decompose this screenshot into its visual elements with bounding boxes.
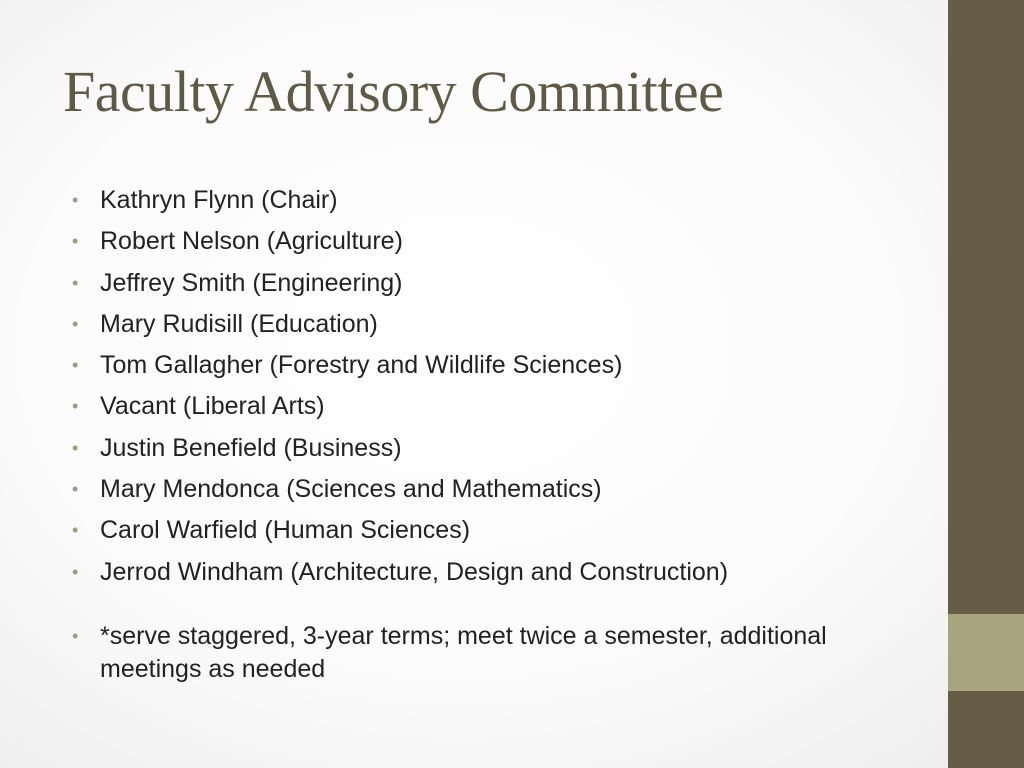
terms-note bbox=[72, 620, 840, 686]
member-text: Kathryn Flynn (Chair) bbox=[100, 186, 338, 214]
list-item bbox=[72, 304, 872, 345]
list-item bbox=[72, 263, 872, 304]
member-text: Mary Rudisill (Education) bbox=[100, 309, 378, 338]
bullet-icon: • bbox=[72, 479, 79, 500]
list-item bbox=[72, 428, 872, 469]
member-text: Justin Benefield (Business) bbox=[100, 433, 402, 462]
bullet-icon: • bbox=[72, 561, 79, 582]
slide-title: Faculty Advisory Committee bbox=[63, 59, 724, 124]
member-text: Jeffrey Smith (Engineering) bbox=[100, 268, 403, 297]
member-text: Robert Nelson (Agriculture) bbox=[100, 227, 403, 256]
bullet-icon: • bbox=[72, 520, 79, 541]
member-text: Vacant (Liberal Arts) bbox=[100, 392, 325, 421]
member-text: Carol Warfield (Human Sciences) bbox=[100, 516, 471, 545]
bullet-icon: • bbox=[72, 190, 79, 210]
member-text: Tom Gallagher (Forestry and Wildlife Sciences) bbox=[100, 351, 623, 380]
member-list bbox=[72, 180, 872, 686]
member-text: Mary Mendonca (Sciences and Mathematics) bbox=[100, 475, 602, 504]
note-text: *serve staggered, 3-year terms; meet twice a semester, additional meetings as needed bbox=[100, 621, 827, 683]
bullet-icon: • bbox=[72, 625, 79, 646]
list-item bbox=[72, 345, 872, 386]
bullet-icon: • bbox=[72, 355, 79, 376]
list-item bbox=[72, 469, 872, 510]
bullet-icon: • bbox=[72, 272, 79, 293]
member-text: Jerrod Windham (Architecture, Design and Construction) bbox=[100, 557, 729, 586]
sidebar-accent-block bbox=[948, 614, 1024, 691]
bullet-icon: • bbox=[72, 437, 79, 458]
bullet-icon: • bbox=[72, 231, 79, 252]
list-item bbox=[72, 180, 872, 221]
bullet-icon: • bbox=[72, 313, 79, 334]
list-item bbox=[72, 386, 872, 427]
list-item bbox=[72, 510, 872, 551]
list-item bbox=[72, 221, 872, 262]
bullet-icon: • bbox=[72, 396, 79, 417]
list-item bbox=[72, 552, 872, 593]
